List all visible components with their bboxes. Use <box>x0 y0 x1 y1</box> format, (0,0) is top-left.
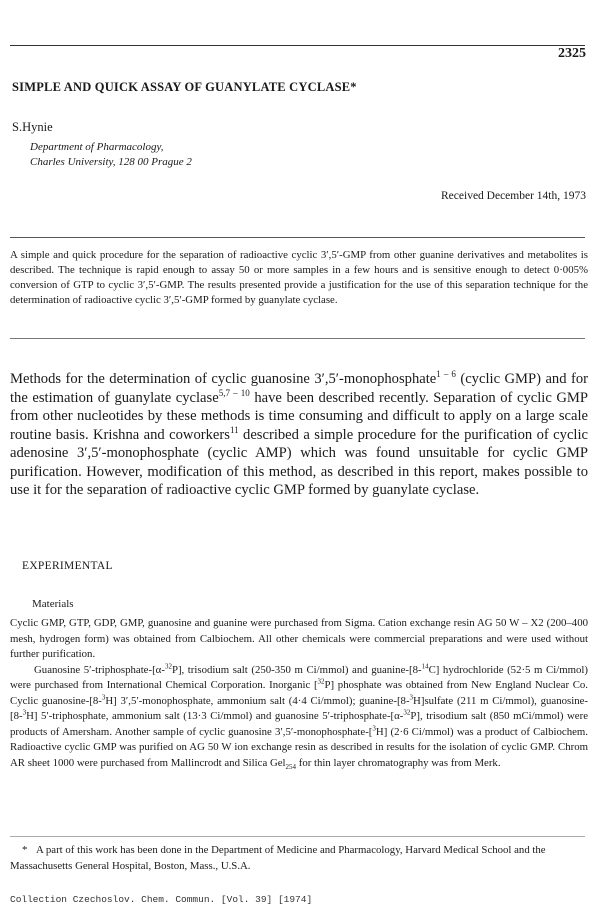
reference-marker: 11 <box>229 424 239 435</box>
abstract-top-rule <box>10 237 585 238</box>
affiliation-department: Department of Pharmacology, <box>30 141 164 153</box>
reference-marker: 1 – 6 <box>436 369 456 380</box>
subsection-heading-materials: Materials <box>32 598 74 610</box>
footnote-mark: * <box>22 844 28 856</box>
isotope-superscript: 14 <box>421 661 429 670</box>
intro-text: have been described recently. Separation of cyclic GMP from other nucleotides by these methods is time consuming and difficult to apply on a large scale routine basis. Krishna and coworkers <box>10 389 589 443</box>
intro-text: (cyclic GMP) and for the estimation of guanylate cyclase <box>10 371 589 406</box>
footnote-rule <box>10 836 585 837</box>
abstract: A simple and quick procedure for the separation of radioactive cyclic 3′,5′-GMP from other guanine derivatives and metabolites is described. The technique is rapid enough to assay 50 or more samples in a few hours and is sensitive enough to detect 0·005% conversion of GTP to cyclic 3′,5′-GMP. The results presented provide a justification for the use of this separation technique for the determination of radioactive cyclic 3′,5′-GMP formed by guanylate cyclase. <box>10 249 588 306</box>
isotope-superscript: 3 <box>409 692 414 701</box>
reference-marker: 5,7 – 10 <box>218 387 250 398</box>
page-number: 2325 <box>558 46 586 61</box>
materials-section <box>10 616 588 771</box>
affiliation <box>30 140 192 170</box>
running-footer: Collection Czechoslov. Chem. Commun. [Vol. 39] [1974] <box>10 894 313 905</box>
footnote-text: A part of this work has been done in the Department of Medicine and Pharmacology, Harvard Medical School and the Massachusetts General Hospital, Boston, Mass., U.S.A. <box>10 844 546 872</box>
isotope-superscript: 32 <box>403 708 411 717</box>
abstract-bottom-rule <box>10 338 585 339</box>
materials-paragraph-2: Guanosine 5′-triphosphate-[α-$^{32}$P], trisodium salt (250-350 m Ci/mmol) and guanine-[8-$^{14}$C] hydrochloride (52·5 m Ci/mmol) were purchased from International Chemical Corporation. Inorganic [$^{32}$P] phosphate was obtained from New England Nuclear Co. Cyclic guanosine-[8-$^3$H] 3′,5′-monophosphate, ammonium salt (4·4 Ci/mmol); guanine-[8-$^3$H]sulfate (211 m Ci/mmol), guanosine-[8-$^3$H] 5′-triphosphate, ammonium salt (13·3 Ci/mmol) and guanosine 5′-triphosphate-[α-$^{32}$P], trisodium salt (850 mCi/mmol) were products of Amersham. Another sample of cyclic guanosine 3′,5′-monophosphate-[$^3$H] (2·6 Ci/mmol) was a product of Calbiochem. Radioactive cyclic GMP was purified on AG 50 W ion exchange resin as described in results for the isolation of cyclic GMP. Chrom AR sheet 1000 were purchased from Mallincrodt and Silica Gel$_{254}$ for thin layer chromatography was from Merk. <box>10 661 589 771</box>
article-title: SIMPLE AND QUICK ASSAY OF GUANYLATE CYCLASE* <box>12 80 357 94</box>
intro-text: Methods for the determination of cyclic guanosine 3′,5′-monophosphate <box>10 371 437 387</box>
gel-subscript: 254 <box>285 762 297 771</box>
affiliation-university: Charles University, 128 00 Prague 2 <box>30 156 192 168</box>
received-date: Received December 14th, 1973 <box>441 190 586 202</box>
isotope-superscript: 32 <box>164 661 172 670</box>
author-name: S.Hynie <box>12 120 53 134</box>
isotope-superscript: 32 <box>317 677 325 686</box>
isotope-superscript: 3 <box>372 723 376 732</box>
materials-paragraph-1: Cyclic GMP, GTP, GDP, GMP, guanosine and guanine were purchased from Sigma. Cation exchange resin AG 50 W – X2 (200–400 mesh, hydrogen form) was obtained from Calbiochem. All other chemicals were commercial preparations and were used without further purification. <box>10 617 588 660</box>
footnote <box>10 842 590 874</box>
header-rule <box>10 45 585 46</box>
section-heading-experimental: EXPERIMENTAL <box>22 560 113 572</box>
isotope-superscript: 3 <box>22 708 27 717</box>
intro-text: described a simple procedure for the purification of cyclic adenosine 3′,5′-monophosphate (cyclic AMP) which was found unsuitable for cyclic GMP purification. However, modification of this method, as described in this report, makes possible to use it for the separation of radioactive cyclic GMP formed by guanylate cyclase. <box>10 426 589 498</box>
isotope-superscript: 3 <box>101 692 106 701</box>
introduction-paragraph <box>10 370 588 500</box>
